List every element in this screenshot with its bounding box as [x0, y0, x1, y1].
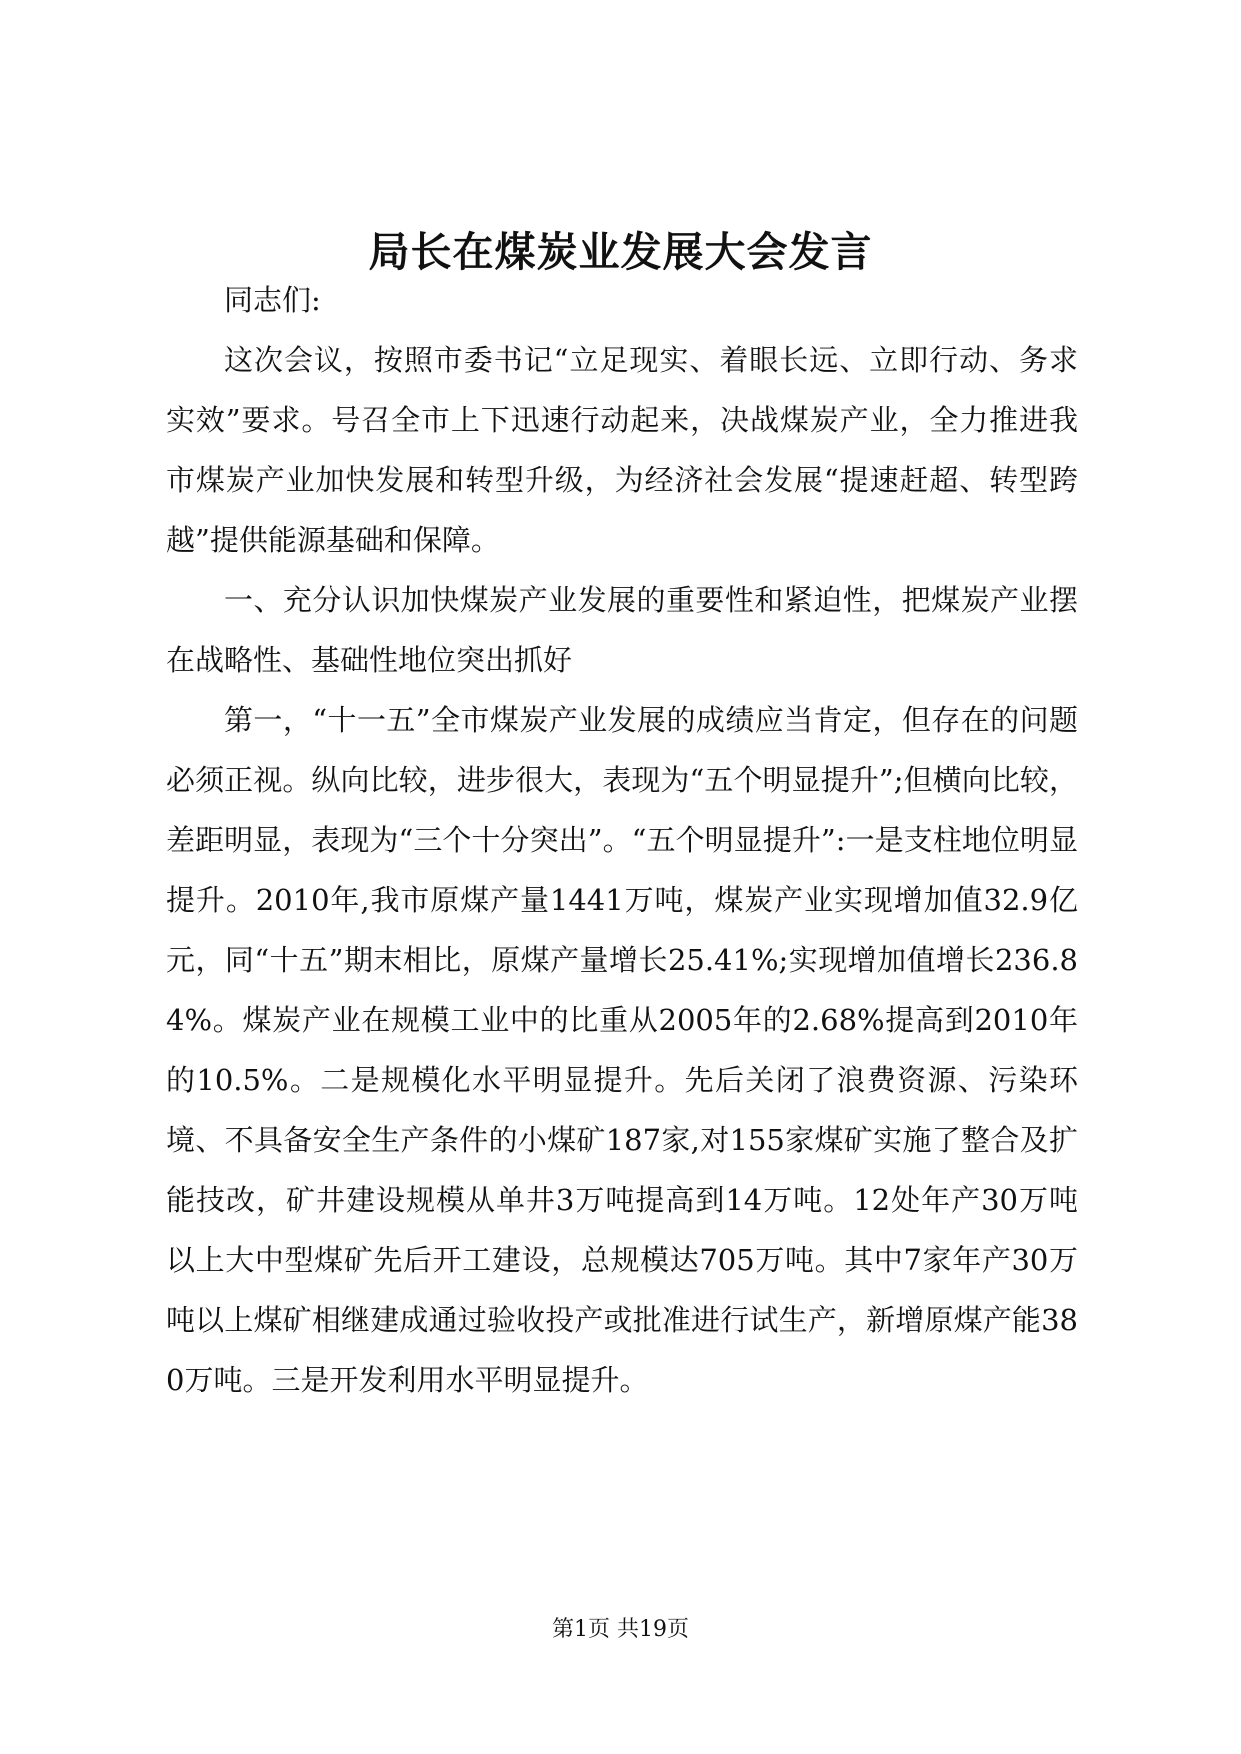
intro-paragraph: 这次会议，按照市委书记“立足现实、着眼长远、立即行动、务求实效”要求。号召全市上下迅速行动起来，决战煤炭产业，全力推进我市煤炭产业加快发展和转型升级，为经济社会发展“提速赶超、转型跨越”提供能源基础和保障。 [166, 343, 1078, 557]
salutation-paragraph: 同志们: [224, 283, 321, 317]
document-title: 局长在煤炭业发展大会发言 [368, 228, 873, 276]
page-footer: 第1页 共19页 [552, 1617, 689, 1642]
document-body [166, 270, 1078, 1410]
section-heading-paragraph: 一、充分认识加快煤炭产业发展的重要性和紧迫性，把煤炭产业摆在战略性、基础性地位突出抓好 [166, 583, 1078, 677]
body-paragraph: 第一，“十一五”全市煤炭产业发展的成绩应当肯定，但存在的问题必须正视。纵向比较，进步很大，表现为“五个明显提升”;但横向比较，差距明显，表现为“三个十分突出”。“五个明显提升”:一是支柱地位明显提升。2010年,我市原煤产量1441万吨，煤炭产业实现增加值32.9亿元，同“十五”期末相比，原煤产量增长25.41%;实现增加值增长236.84%。煤炭产业在规模工业中的比重从2005年的2.68%提高到2010年的10.5%。二是规模化水平明显提升。先后关闭了浪费资源、污染环境、不具备安全生产条件的小煤矿187家,对155家煤矿实施了整合及扩能技改，矿井建设规模从单井3万吨提高到14万吨。12处年产30万吨以上大中型煤矿先后开工建设，总规模达705万吨。其中7家年产30万吨以上煤矿相继建成通过验收投产或批准进行试生产，新增原煤产能380万吨。三是开发利用水平明显提升。 [166, 703, 1078, 1397]
